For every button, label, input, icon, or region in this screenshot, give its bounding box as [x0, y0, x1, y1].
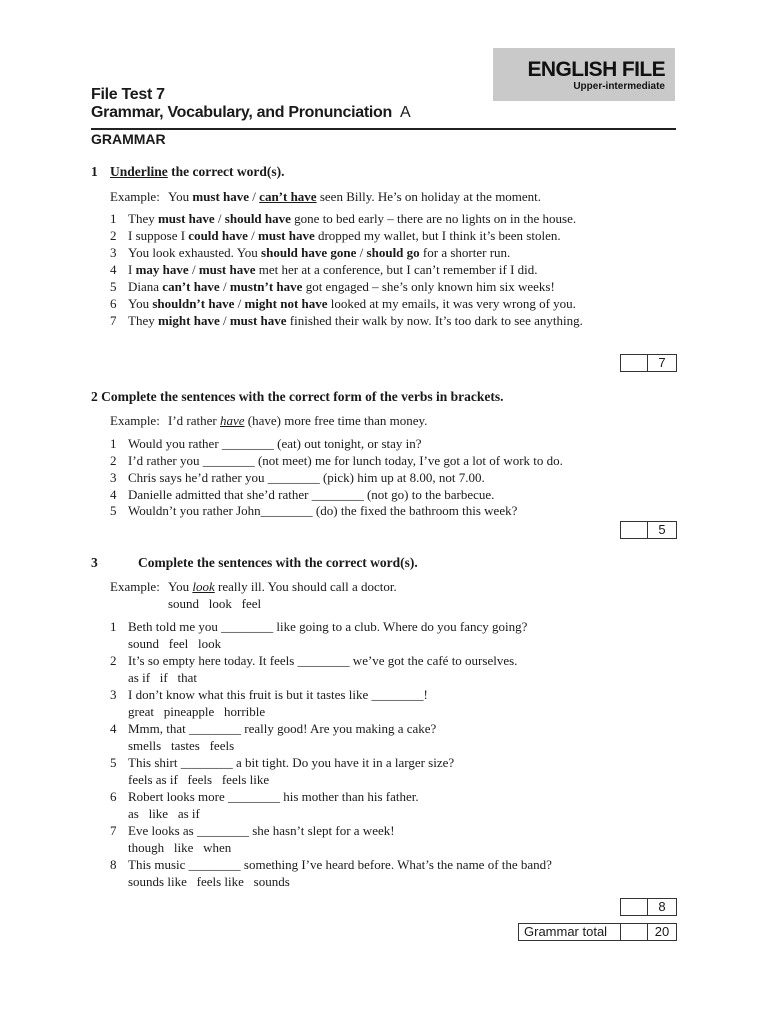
item-number: 2	[110, 653, 117, 668]
score-input[interactable]	[621, 899, 648, 915]
item-text[interactable]: It’s so empty here today. It feels ________ we’ve got the café to ourselves.	[128, 653, 518, 668]
example-text-end: (have) more free time than money.	[244, 413, 428, 428]
item-number: 1	[110, 211, 117, 226]
item-number: 3	[110, 245, 117, 260]
option-separator: /	[188, 262, 199, 277]
english-file-logo	[493, 48, 675, 101]
ex1-item	[110, 262, 538, 278]
file-test-title: File Test 7	[91, 86, 165, 103]
option-a[interactable]: can’t have	[162, 279, 220, 294]
item-text: They	[128, 211, 158, 226]
header-rule	[91, 128, 676, 130]
item-number: 2	[110, 453, 117, 468]
ex2-score-box	[620, 521, 677, 539]
score-input[interactable]	[621, 355, 648, 371]
item-text-end: gone to bed early – there are no lights on in the house.	[290, 211, 577, 226]
grammar-total-input[interactable]	[620, 924, 648, 940]
item-text[interactable]: Wouldn’t you rather John________ (do) the fixed the bathroom this week?	[128, 503, 518, 518]
item-text[interactable]: This music ________ something I’ve heard before. What’s the name of the band?	[128, 857, 552, 872]
ex3-item	[110, 755, 454, 771]
option-separator: /	[234, 296, 245, 311]
ex2-item	[110, 487, 494, 503]
example-option-b-answer: can’t have	[259, 189, 317, 204]
item-text[interactable]: Would you rather ________ (eat) out tonight, or stay in?	[128, 436, 422, 451]
ex3-instruction: Complete the sentences with the correct word(s).	[138, 555, 418, 570]
ex2-item	[110, 453, 563, 469]
example-answer: look	[192, 579, 215, 594]
option-b[interactable]: should go	[366, 245, 420, 260]
test-subtitle	[91, 104, 410, 122]
item-options: as if if that	[128, 670, 197, 685]
option-b[interactable]: must have	[229, 313, 287, 328]
item-number: 6	[110, 296, 117, 311]
item-number: 2	[110, 228, 117, 243]
ex1-heading	[91, 164, 284, 180]
example-label: Example:	[110, 579, 160, 594]
item-number: 3	[110, 470, 117, 485]
example-option-a: must have	[192, 189, 250, 204]
section-title: GRAMMAR	[91, 131, 166, 147]
item-text-end: for a shorter run.	[419, 245, 511, 260]
item-text-end: met her at a conference, but I can’t remember if I did.	[255, 262, 538, 277]
option-separator: /	[247, 228, 259, 243]
item-text: They	[128, 313, 158, 328]
ex1-item	[110, 279, 555, 295]
ex3-number: 3	[91, 555, 98, 570]
item-text-end: dropped my wallet, but I think it’s been stolen.	[314, 228, 561, 243]
ex1-item	[110, 296, 576, 312]
ex3-item	[110, 857, 552, 873]
item-text-end: looked at my emails, it was very wrong of you.	[327, 296, 576, 311]
option-a[interactable]: must have	[157, 211, 215, 226]
item-text-end: finished their walk by now. It’s too dark to see anything.	[286, 313, 583, 328]
score-max: 5	[658, 522, 666, 537]
ex2-example	[110, 413, 427, 429]
grammar-total-label: Grammar total	[524, 924, 608, 939]
ex1-item	[110, 313, 583, 329]
option-separator: /	[214, 211, 225, 226]
ex3-item	[110, 653, 517, 669]
item-text[interactable]: Beth told me you ________ like going to a club. Where do you fancy going?	[128, 619, 528, 634]
option-a[interactable]: may have	[135, 262, 189, 277]
item-text[interactable]: This shirt ________ a bit tight. Do you have it in a larger size?	[128, 755, 455, 770]
item-options: feels as if feels feels like	[128, 772, 270, 787]
option-separator: /	[219, 313, 230, 328]
ex1-item	[110, 211, 576, 227]
item-number: 5	[110, 503, 117, 518]
item-number: 5	[110, 755, 117, 770]
ex2-item	[110, 436, 422, 452]
item-text[interactable]: Danielle admitted that she’d rather ________ (not go) to the barbecue.	[128, 487, 495, 502]
score-max: 8	[658, 899, 666, 914]
item-text: You look exhausted. You	[128, 245, 262, 260]
item-number: 8	[110, 857, 117, 872]
item-text[interactable]: I don’t know what this fruit is but it tastes like ________!	[128, 687, 428, 702]
item-text: You	[128, 296, 153, 311]
example-text: You	[168, 189, 193, 204]
ex2-item	[110, 503, 517, 519]
ex3-heading	[91, 555, 418, 571]
ex1-item	[110, 228, 561, 244]
grammar-total-box	[518, 923, 677, 941]
ex2-heading: 2 Complete the sentences with the correct form of the verbs in brackets.	[91, 389, 504, 404]
example-text-end: seen Billy. He’s on holiday at the moment.	[316, 189, 542, 204]
example-label: Example:	[110, 413, 160, 428]
item-number: 4	[110, 262, 117, 277]
item-number: 7	[110, 823, 117, 838]
option-separator: /	[356, 245, 367, 260]
item-text-end: got engaged – she’s only known him six weeks!	[302, 279, 555, 294]
item-number: 4	[110, 487, 117, 502]
option-b[interactable]: might not have	[244, 296, 328, 311]
item-text[interactable]: Robert looks more ________ his mother than his father.	[128, 789, 419, 804]
ex1-score-box	[620, 354, 677, 372]
ex1-number: 1	[91, 164, 98, 179]
ex3-score-box	[620, 898, 677, 916]
option-a[interactable]: might have	[157, 313, 220, 328]
item-text: I suppose I	[128, 228, 189, 243]
ex3-item	[110, 789, 419, 805]
item-text[interactable]: Chris says he’d rather you ________ (pick) him up at 8.00, not 7.00.	[128, 470, 485, 485]
item-text: Diana	[128, 279, 163, 294]
item-options: great pineapple horrible	[128, 704, 266, 719]
logo-title: ENGLISH FILE	[527, 58, 665, 81]
item-text[interactable]: Mmm, that ________ really good! Are you making a cake?	[128, 721, 437, 736]
example-answer: have	[219, 413, 245, 428]
option-b[interactable]: must have	[258, 228, 315, 243]
example-text: You	[168, 579, 193, 594]
ex2-item	[110, 470, 485, 486]
example-separator: /	[249, 189, 260, 204]
score-input[interactable]	[621, 522, 648, 538]
option-separator: /	[219, 279, 230, 294]
example-options: sound look feel	[168, 596, 262, 611]
test-version: A	[399, 104, 411, 121]
item-options: sound feel look	[128, 636, 222, 651]
option-b[interactable]: must have	[198, 262, 256, 277]
example-label: Example:	[110, 189, 160, 204]
example-text: I’d rather	[168, 413, 220, 428]
option-b[interactable]: should have	[224, 211, 291, 226]
ex3-item	[110, 823, 395, 839]
ex1-example	[110, 189, 541, 205]
ex1-item	[110, 245, 510, 261]
item-options: sounds like feels like sounds	[128, 874, 290, 889]
item-number: 7	[110, 313, 117, 328]
item-number: 3	[110, 687, 117, 702]
item-options: as like as if	[128, 806, 200, 821]
item-text[interactable]: I’d rather you ________ (not meet) me for lunch today, I’ve got a lot of work to do.	[128, 453, 563, 468]
item-options: though like when	[128, 840, 232, 855]
ex3-example	[110, 579, 397, 595]
item-number: 1	[110, 436, 117, 451]
option-a[interactable]: could have	[188, 228, 248, 243]
item-number: 4	[110, 721, 117, 736]
option-a[interactable]: shouldn’t have	[152, 296, 235, 311]
item-text: I	[128, 262, 136, 277]
item-options: smells tastes feels	[128, 738, 235, 753]
option-a[interactable]: should have gone	[261, 245, 357, 260]
ex1-instruction-rest: the correct word(s).	[167, 164, 285, 179]
option-b[interactable]: mustn’t have	[229, 279, 303, 294]
score-max: 7	[658, 355, 666, 370]
item-number: 1	[110, 619, 117, 634]
grammar-total-max: 20	[654, 924, 670, 939]
ex3-item	[110, 687, 428, 703]
example-text-end: really ill. You should call a doctor.	[214, 579, 397, 594]
ex1-instruction-underlined: Underline	[110, 164, 168, 179]
ex3-item	[110, 721, 436, 737]
item-number: 6	[110, 789, 117, 804]
subtitle-text: Grammar, Vocabulary, and Pronunciation	[91, 104, 392, 121]
item-text[interactable]: Eve looks as ________ she hasn’t slept for a week!	[128, 823, 395, 838]
logo-subtitle: Upper-intermediate	[573, 81, 665, 92]
ex3-item	[110, 619, 527, 635]
item-number: 5	[110, 279, 117, 294]
